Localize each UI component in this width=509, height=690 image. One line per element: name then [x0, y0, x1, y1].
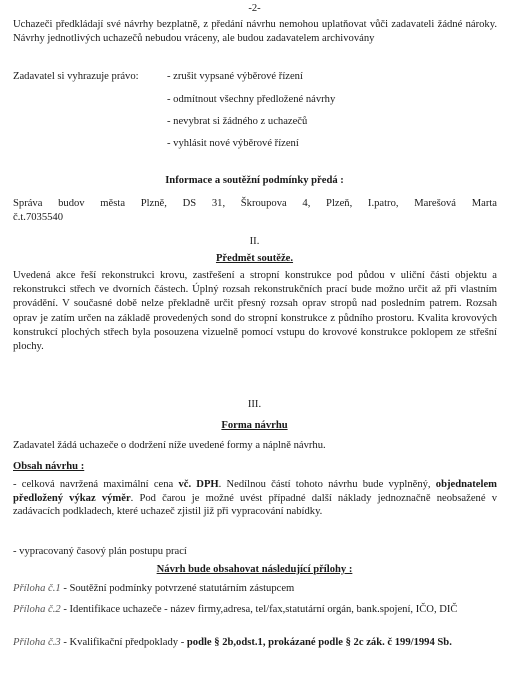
section-3-title: Forma návrhu	[221, 420, 288, 431]
content-heading: Obsah návrhu :	[13, 461, 85, 472]
page-number: -2-	[248, 3, 261, 14]
rights-item: - nevybrat si žádného z uchazečů	[167, 116, 308, 127]
rights-lead: Zadavatel si vyhrazuje právo:	[13, 71, 139, 82]
info-heading: Informace a soutěžní podmínky předá :	[165, 175, 344, 186]
rights-item: - zrušit vypsané výběrové řízení	[167, 71, 303, 82]
bullet-bold-text: objednatelem předložený výkaz výměr	[13, 479, 497, 504]
section-3-numeral: III.	[247, 399, 262, 410]
section-2-numeral: II.	[249, 236, 260, 247]
attachment-item	[13, 603, 497, 617]
attachment-item	[13, 582, 497, 596]
info-phone: č.t.7035540	[13, 212, 64, 223]
bullet-bold-text: vč. DPH	[178, 479, 219, 490]
attachments-heading: Návrh bude obsahovat následující přílohy :	[156, 564, 353, 575]
info-address: Správa budov města Plzně, DS 31, Škroupova 4, Plzeň, I.patro, Marešová Marta	[13, 198, 497, 209]
bullet-text: . Pod čarou je možné uvést případné další náklady jednoznačně neobsažené v zadávacích podkladech, které uchazeč zjistil již při vypracování nabídky.	[13, 492, 497, 518]
rights-item: - odmítnout všechny předložené návrhy	[167, 94, 336, 105]
intro-paragraph: Uchazeči předkládají své návrhy bezplatně, z předání návrhu nemohou uplatňovat vůči zadavateli žádné nároky. Návrhy jednotlivých uchazečů nebudou vráceny, ale budou zadavatelem archivovány	[13, 19, 497, 44]
attachment-label: Příloha č.2	[13, 604, 61, 615]
content-bullet-schedule: - vypracovaný časový plán postupu prací	[13, 546, 187, 557]
bullet-text: - celková navržená maximální cena	[13, 479, 179, 490]
section-3-intro: Zadavatel žádá uchazeče o dodržení níže uvedené formy a náplně návrhu.	[13, 440, 326, 451]
attachment-text: - Kvalifikační předpoklady -	[60, 637, 187, 648]
content-bullet-price	[13, 478, 497, 519]
attachment-bold-text: podle § 2b,odst.1, prokázané podle § 2c zák. č 199/1994 Sb.	[186, 637, 452, 648]
bullet-text: . Nedílnou částí tohoto návrhu bude vyplněný,	[218, 479, 436, 490]
section-2-title: Předmět soutěže.	[215, 253, 294, 264]
attachment-text: - Identifikace uchazeče - název firmy,adresa, tel/fax,statutární orgán, bank.spojení, IČO, DIČ	[60, 604, 458, 615]
attachment-label: Příloha č.3	[13, 637, 61, 648]
section-2-body: Uvedená akce řeší rekonstrukci krovu, zastřešení a stropní konstrukce pod půdou v uliční části objektu a rekonstrukci střech ve dvorních částech. Úplný rozsah rekonstrukčních prací bude možno určit až při vlastním provádění. V současné době nelze překladně určit přesný rozsah oprav stropů nad posledním patrem. Rozsah oprav je zatím určen na základě provedených sond do stropní konstrukce z půdního prostoru. Kvalita krovových konstrukcí plochých střech byla posouzena vizuelně pomocí vstupu do krovové konstrukce poklopem ze střešní plochy.	[13, 270, 497, 353]
attachment-label: Příloha č.1	[13, 583, 61, 594]
attachment-item	[13, 636, 497, 650]
rights-item: - vyhlásit nové výběrové řízení	[167, 138, 299, 149]
attachment-text: - Soutěžní podmínky potvrzené statutárním zástupcem	[60, 583, 295, 594]
